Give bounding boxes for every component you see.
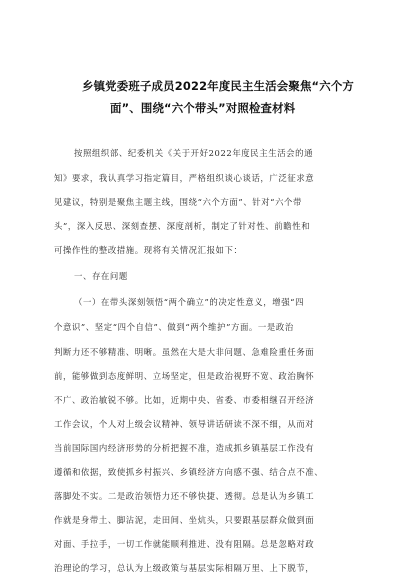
document-title-line-1: 乡镇党委班子成员2022年度民主生活会聚焦“六个方 <box>82 79 355 93</box>
section-line: 落脚处不实。二是政治领悟力还不够快捷、透彻。总是认为乡镇工 <box>54 491 315 501</box>
paragraph-line: 知》要求，我认真学习指定篇目，严格组织谈心谈话，广泛征求意 <box>54 173 315 183</box>
section-line: 个意识”、坚定“四个自信”、做到“两个维护”方面。一是政治 <box>54 322 294 332</box>
paragraph-line: 可操作性的整改措施。现将有关情况汇报如下： <box>54 245 243 255</box>
section-line: 前，能够做到态度鲜明、立场坚定，但是政治视野不宽、政治胸怀 <box>54 371 315 381</box>
section-line: 不广、政治敏锐不够。比如，近期中央、省委、市委相继召开经济 <box>54 395 315 405</box>
section-line: 治理论的学习，总认为上级政策与基层实际相隔万里、上下脱节， <box>54 563 315 573</box>
paragraph-line: 头”，深入反思、深刻查摆、深度剖析，制定了针对性、前瞻性和 <box>54 221 311 231</box>
section-heading: 一、存在问题 <box>74 271 128 281</box>
section-line: 工作会议，个人对上级会议精神、领导讲话研读不深不细，从而对 <box>54 419 315 429</box>
document-title-line-2: 面”、围绕“六个带头”对照检查材料 <box>110 101 296 115</box>
section-line: 遵循和依据，致使抓乡村振兴、乡镇经济方向感不强、结合点不准、 <box>54 467 324 477</box>
paragraph-line: 按照组织部、纪委机关《关于开好2022年度民主生活会的通 <box>74 148 314 158</box>
paragraph-line: 见建议，特别是聚焦主题主线，围绕“六个方面”、针对“六个带 <box>54 197 302 207</box>
section-line: 判断力还不够精准、明晰。虽然在大是大非问题、急难险重任务面 <box>54 347 315 357</box>
section-line: 对面、手拉手，一切工作就能顺利推进、没有阻隔。总是忽略对政 <box>54 539 315 549</box>
section-line: （一）在带头深刻领悟“两个确立”的决定性意义，增强“四 <box>74 297 305 307</box>
section-line: 作就是身带土、脚沾泥，走田间、坐炕头，只要跟基层群众做到面 <box>54 515 315 525</box>
section-line: 当前国际国内经济形势的分析把握不准，造成抓乡镇基层工作没有 <box>54 443 315 453</box>
